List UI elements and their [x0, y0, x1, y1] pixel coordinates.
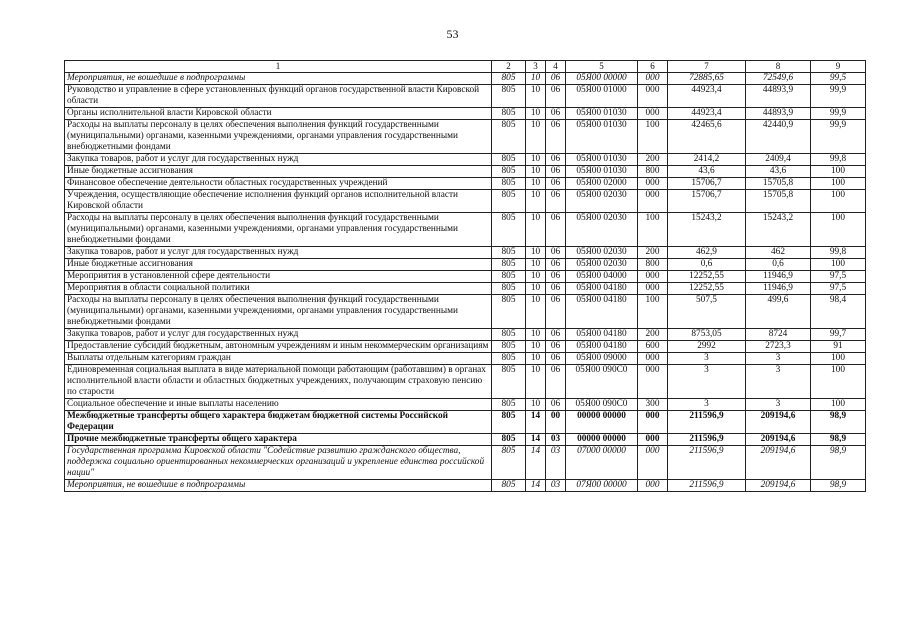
table-row [65, 108, 866, 120]
row-code-5: 05Я00 02000 [566, 178, 638, 190]
row-code-5: 05Я00 090С0 [566, 365, 638, 399]
row-percent: 100 [811, 353, 866, 365]
row-code-5: 05Я00 01030 [566, 166, 638, 178]
row-code-2: 805 [492, 411, 526, 434]
row-code-5: 07000 00000 [566, 446, 638, 480]
row-code-4: 06 [546, 178, 566, 190]
row-code-3: 10 [526, 271, 546, 283]
row-code-6: 100 [638, 120, 668, 154]
row-code-2: 805 [492, 259, 526, 271]
row-planned-amount: 507,5 [668, 295, 746, 329]
row-planned-amount: 3 [668, 365, 746, 399]
row-name: Учреждения, осуществляющие обеспечение исполнения функций органов исполнительной власти Кировской области [65, 190, 492, 213]
row-code-5: 05Я00 02030 [566, 190, 638, 213]
row-code-3: 10 [526, 329, 546, 341]
row-percent: 100 [811, 259, 866, 271]
column-header: 9 [811, 61, 866, 73]
row-code-2: 805 [492, 85, 526, 108]
row-code-3: 14 [526, 480, 546, 492]
row-executed-amount: 499,6 [746, 295, 811, 329]
row-code-3: 10 [526, 259, 546, 271]
page-number: 53 [446, 27, 459, 41]
row-percent: 99,5 [811, 73, 866, 85]
row-code-4: 06 [546, 247, 566, 259]
table-body [65, 61, 866, 492]
row-code-5: 05Я00 01000 [566, 85, 638, 108]
row-executed-amount: 8724 [746, 329, 811, 341]
row-code-6: 300 [638, 399, 668, 411]
row-percent: 99,8 [811, 247, 866, 259]
row-code-6: 200 [638, 247, 668, 259]
table-row [65, 73, 866, 85]
row-code-6: 100 [638, 213, 668, 247]
row-code-2: 805 [492, 247, 526, 259]
row-percent: 98,9 [811, 434, 866, 446]
row-planned-amount: 0,6 [668, 259, 746, 271]
row-executed-amount: 72549,6 [746, 73, 811, 85]
table-row [65, 154, 866, 166]
row-code-4: 06 [546, 399, 566, 411]
column-header: 4 [546, 61, 566, 73]
row-name: Единовременная социальная выплата в виде материальной помощи работающим (работавшим) в органах исполнительной власти области и областных бюджетных учреждениях, получающим страховую пенсию по старости [65, 365, 492, 399]
table-row [65, 411, 866, 434]
row-planned-amount: 211596,9 [668, 411, 746, 434]
row-percent: 100 [811, 190, 866, 213]
row-code-2: 805 [492, 271, 526, 283]
row-code-2: 805 [492, 178, 526, 190]
row-code-5: 07Я00 00000 [566, 480, 638, 492]
row-executed-amount: 15705,8 [746, 190, 811, 213]
row-name: Закупка товаров, работ и услуг для государственных нужд [65, 247, 492, 259]
row-code-3: 10 [526, 341, 546, 353]
row-planned-amount: 72885,65 [668, 73, 746, 85]
row-code-2: 805 [492, 295, 526, 329]
row-code-4: 06 [546, 329, 566, 341]
row-planned-amount: 12252,55 [668, 271, 746, 283]
row-planned-amount: 211596,9 [668, 446, 746, 480]
row-executed-amount: 3 [746, 365, 811, 399]
row-percent: 99,9 [811, 120, 866, 154]
table-row [65, 353, 866, 365]
row-code-2: 805 [492, 341, 526, 353]
row-planned-amount: 43,6 [668, 166, 746, 178]
row-code-2: 805 [492, 480, 526, 492]
row-executed-amount: 42440,9 [746, 120, 811, 154]
row-code-2: 805 [492, 434, 526, 446]
row-code-6: 000 [638, 353, 668, 365]
row-code-6: 100 [638, 295, 668, 329]
column-header: 7 [668, 61, 746, 73]
row-planned-amount: 44923,4 [668, 85, 746, 108]
row-name: Расходы на выплаты персоналу в целях обеспечения выполнения функций государственными (муниципальными) органами, казенными учреждениями, органами управления государственными внебюджетными фондами [65, 120, 492, 154]
row-code-6: 000 [638, 411, 668, 434]
row-code-5: 00000 00000 [566, 411, 638, 434]
row-percent: 100 [811, 166, 866, 178]
row-percent: 99,8 [811, 154, 866, 166]
row-name: Мероприятия, не вошедшие в подпрограммы [65, 480, 492, 492]
row-code-2: 805 [492, 154, 526, 166]
row-code-4: 06 [546, 283, 566, 295]
row-code-6: 200 [638, 329, 668, 341]
row-code-5: 05Я00 00000 [566, 73, 638, 85]
row-code-3: 10 [526, 120, 546, 154]
row-code-6: 000 [638, 283, 668, 295]
row-code-2: 805 [492, 353, 526, 365]
row-code-5: 05Я00 04000 [566, 271, 638, 283]
row-code-5: 05Я00 04180 [566, 341, 638, 353]
row-code-5: 00000 00000 [566, 434, 638, 446]
row-code-4: 06 [546, 341, 566, 353]
row-code-3: 10 [526, 85, 546, 108]
row-percent: 100 [811, 399, 866, 411]
row-name: Социальное обеспечение и иные выплаты населению [65, 399, 492, 411]
row-code-5: 05Я00 01030 [566, 154, 638, 166]
row-code-4: 03 [546, 434, 566, 446]
row-percent: 98,9 [811, 411, 866, 434]
row-code-3: 10 [526, 108, 546, 120]
row-code-5: 05Я00 090С0 [566, 399, 638, 411]
row-code-6: 000 [638, 73, 668, 85]
row-executed-amount: 2409,4 [746, 154, 811, 166]
row-code-3: 10 [526, 178, 546, 190]
table-row [65, 329, 866, 341]
row-planned-amount: 15706,7 [668, 178, 746, 190]
row-name: Выплаты отдельным категориям граждан [65, 353, 492, 365]
row-percent: 99,9 [811, 85, 866, 108]
row-planned-amount: 8753,05 [668, 329, 746, 341]
row-code-4: 06 [546, 73, 566, 85]
row-executed-amount: 3 [746, 399, 811, 411]
row-code-3: 14 [526, 411, 546, 434]
row-code-5: 05Я00 04180 [566, 283, 638, 295]
row-percent: 100 [811, 178, 866, 190]
row-percent: 91 [811, 341, 866, 353]
row-code-2: 805 [492, 365, 526, 399]
row-code-3: 10 [526, 283, 546, 295]
row-code-4: 06 [546, 353, 566, 365]
column-header: 5 [566, 61, 638, 73]
row-percent: 100 [811, 365, 866, 399]
table-row [65, 178, 866, 190]
row-code-2: 805 [492, 329, 526, 341]
row-code-5: 05Я00 09000 [566, 353, 638, 365]
row-percent: 99,7 [811, 329, 866, 341]
row-code-2: 805 [492, 190, 526, 213]
row-code-6: 800 [638, 166, 668, 178]
row-executed-amount: 209194,6 [746, 446, 811, 480]
row-code-6: 000 [638, 480, 668, 492]
row-code-3: 14 [526, 446, 546, 480]
row-code-3: 14 [526, 434, 546, 446]
row-code-3: 10 [526, 247, 546, 259]
row-executed-amount: 44893,9 [746, 108, 811, 120]
row-planned-amount: 2992 [668, 341, 746, 353]
row-executed-amount: 11946,9 [746, 283, 811, 295]
table-row [65, 247, 866, 259]
row-executed-amount: 209194,6 [746, 434, 811, 446]
table-row [65, 434, 866, 446]
row-code-4: 06 [546, 108, 566, 120]
row-code-2: 805 [492, 283, 526, 295]
row-name: Государственная программа Кировской области "Содействие развитию гражданского общества, поддержка социально ориентированных некоммерческих организаций и укрепление единства российской нации" [65, 446, 492, 480]
row-name: Мероприятия в установленной сфере деятельности [65, 271, 492, 283]
row-code-4: 06 [546, 213, 566, 247]
row-executed-amount: 15243,2 [746, 213, 811, 247]
row-name: Расходы на выплаты персоналу в целях обеспечения выполнения функций государственными (муниципальными) органами, казенными учреждениями, органами управления государственными внебюджетными фондами [65, 295, 492, 329]
row-code-2: 805 [492, 73, 526, 85]
row-executed-amount: 15705,8 [746, 178, 811, 190]
row-planned-amount: 12252,55 [668, 283, 746, 295]
column-header: 2 [492, 61, 526, 73]
row-code-5: 05Я00 04180 [566, 295, 638, 329]
row-code-4: 06 [546, 120, 566, 154]
row-name: Межбюджетные трансферты общего характера бюджетам бюджетной системы Российской Федерации [65, 411, 492, 434]
row-code-4: 06 [546, 295, 566, 329]
row-code-4: 06 [546, 190, 566, 213]
row-code-4: 06 [546, 85, 566, 108]
row-executed-amount: 43,6 [746, 166, 811, 178]
table-row [65, 341, 866, 353]
row-code-6: 000 [638, 85, 668, 108]
row-code-2: 805 [492, 120, 526, 154]
row-code-6: 600 [638, 341, 668, 353]
row-percent: 99,9 [811, 108, 866, 120]
row-planned-amount: 2414,2 [668, 154, 746, 166]
column-header: 6 [638, 61, 668, 73]
row-name: Прочие межбюджетные трансферты общего характера [65, 434, 492, 446]
row-code-3: 10 [526, 353, 546, 365]
row-executed-amount: 209194,6 [746, 411, 811, 434]
table-row [65, 365, 866, 399]
row-code-2: 805 [492, 213, 526, 247]
row-code-6: 000 [638, 108, 668, 120]
row-code-4: 03 [546, 446, 566, 480]
table-row [65, 213, 866, 247]
table-row [65, 271, 866, 283]
row-executed-amount: 0,6 [746, 259, 811, 271]
row-code-3: 10 [526, 154, 546, 166]
row-code-5: 05Я00 02030 [566, 247, 638, 259]
row-name: Предоставление субсидий бюджетным, автономным учреждениям и иным некоммерческим организациям [65, 341, 492, 353]
row-code-4: 06 [546, 365, 566, 399]
row-code-3: 10 [526, 166, 546, 178]
row-planned-amount: 211596,9 [668, 434, 746, 446]
row-code-5: 05Я00 04180 [566, 329, 638, 341]
table-row [65, 283, 866, 295]
row-code-3: 10 [526, 190, 546, 213]
row-code-3: 10 [526, 73, 546, 85]
row-code-2: 805 [492, 446, 526, 480]
row-percent: 98,9 [811, 446, 866, 480]
row-code-6: 000 [638, 190, 668, 213]
column-header: 1 [65, 61, 492, 73]
row-percent: 98,4 [811, 295, 866, 329]
row-name: Финансовое обеспечение деятельности областных государственных учреждений [65, 178, 492, 190]
row-percent: 98,9 [811, 480, 866, 492]
row-code-3: 10 [526, 365, 546, 399]
table-row [65, 446, 866, 480]
table-row [65, 85, 866, 108]
row-percent: 97,5 [811, 271, 866, 283]
row-executed-amount: 44893,9 [746, 85, 811, 108]
row-percent: 100 [811, 213, 866, 247]
row-name: Органы исполнительной власти Кировской области [65, 108, 492, 120]
table-row [65, 295, 866, 329]
row-planned-amount: 462,9 [668, 247, 746, 259]
row-code-3: 10 [526, 399, 546, 411]
column-header: 3 [526, 61, 546, 73]
row-name: Закупка товаров, работ и услуг для государственных нужд [65, 154, 492, 166]
row-code-4: 06 [546, 154, 566, 166]
row-code-6: 000 [638, 446, 668, 480]
row-code-5: 05Я00 02030 [566, 259, 638, 271]
table-row [65, 259, 866, 271]
row-name: Мероприятия в области социальной политики [65, 283, 492, 295]
row-executed-amount: 3 [746, 353, 811, 365]
budget-table [64, 60, 866, 492]
row-planned-amount: 42465,6 [668, 120, 746, 154]
row-code-6: 800 [638, 259, 668, 271]
row-executed-amount: 11946,9 [746, 271, 811, 283]
row-code-6: 000 [638, 271, 668, 283]
row-planned-amount: 211596,9 [668, 480, 746, 492]
row-name: Руководство и управление в сфере установленных функций органов государственной власти Кировской области [65, 85, 492, 108]
row-executed-amount: 209194,6 [746, 480, 811, 492]
row-percent: 97,5 [811, 283, 866, 295]
row-name: Мероприятия, не вошедшие в подпрограммы [65, 73, 492, 85]
table-row [65, 399, 866, 411]
row-code-3: 10 [526, 295, 546, 329]
row-code-5: 05Я00 01030 [566, 120, 638, 154]
row-code-4: 03 [546, 480, 566, 492]
row-code-3: 10 [526, 213, 546, 247]
row-code-4: 00 [546, 411, 566, 434]
row-code-2: 805 [492, 399, 526, 411]
row-code-6: 000 [638, 434, 668, 446]
row-executed-amount: 462 [746, 247, 811, 259]
table-row [65, 480, 866, 492]
row-planned-amount: 15243,2 [668, 213, 746, 247]
table-row [65, 120, 866, 154]
table-row [65, 190, 866, 213]
row-name: Иные бюджетные ассигнования [65, 259, 492, 271]
row-planned-amount: 3 [668, 399, 746, 411]
row-planned-amount: 44923,4 [668, 108, 746, 120]
row-code-6: 000 [638, 178, 668, 190]
row-code-6: 000 [638, 365, 668, 399]
row-code-5: 05Я00 02030 [566, 213, 638, 247]
row-code-4: 06 [546, 271, 566, 283]
table-row [65, 166, 866, 178]
row-name: Расходы на выплаты персоналу в целях обеспечения выполнения функций государственными (муниципальными) органами, казенными учреждениями, органами управления государственными внебюджетными фондами [65, 213, 492, 247]
row-planned-amount: 3 [668, 353, 746, 365]
row-code-4: 06 [546, 259, 566, 271]
row-code-2: 805 [492, 108, 526, 120]
row-name: Иные бюджетные ассигнования [65, 166, 492, 178]
row-name: Закупка товаров, работ и услуг для государственных нужд [65, 329, 492, 341]
column-header: 8 [746, 61, 811, 73]
row-code-2: 805 [492, 166, 526, 178]
table-header-row [65, 61, 866, 73]
row-code-4: 06 [546, 166, 566, 178]
row-code-5: 05Я00 01030 [566, 108, 638, 120]
row-planned-amount: 15706,7 [668, 190, 746, 213]
row-executed-amount: 2723,3 [746, 341, 811, 353]
row-code-6: 200 [638, 154, 668, 166]
